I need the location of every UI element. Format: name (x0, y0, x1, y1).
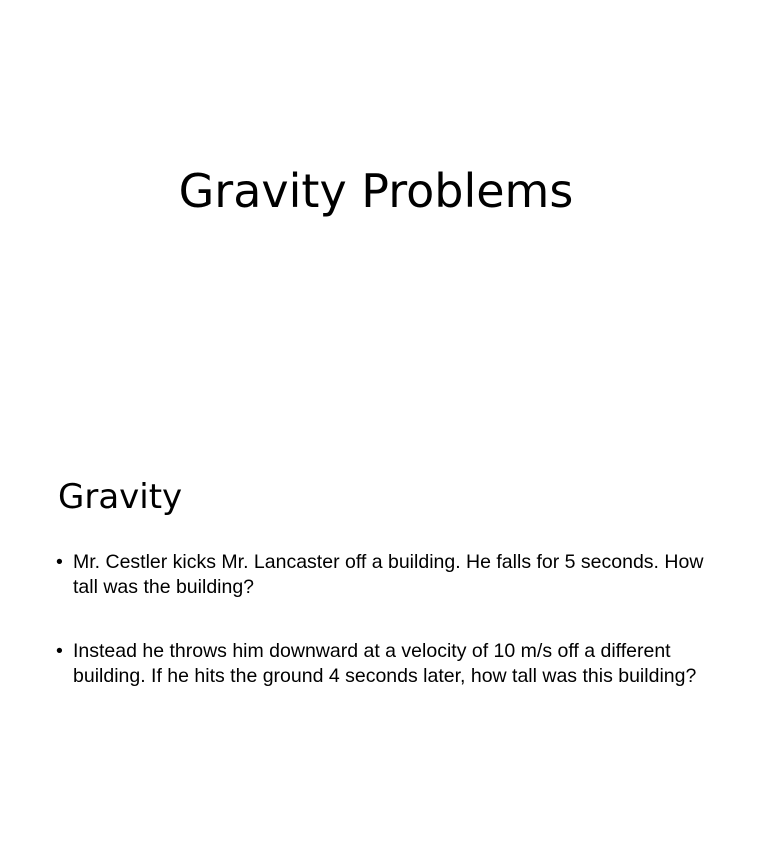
slide-title: Gravity Problems (178, 164, 574, 218)
section-heading: Gravity (58, 477, 183, 517)
bullet-text: Mr. Cestler kicks Mr. Lancaster off a building. He falls for 5 seconds. How tall was the building? (73, 551, 704, 598)
bullet-marker: • (56, 551, 63, 573)
list-item (56, 639, 706, 688)
list-item (56, 550, 706, 599)
bullet-list (56, 550, 706, 728)
bullet-marker: • (56, 640, 63, 662)
bullet-text: Instead he throws him downward at a velocity of 10 m/s off a different building. If he hits the ground 4 seconds later, how tall was this building? (73, 640, 697, 687)
